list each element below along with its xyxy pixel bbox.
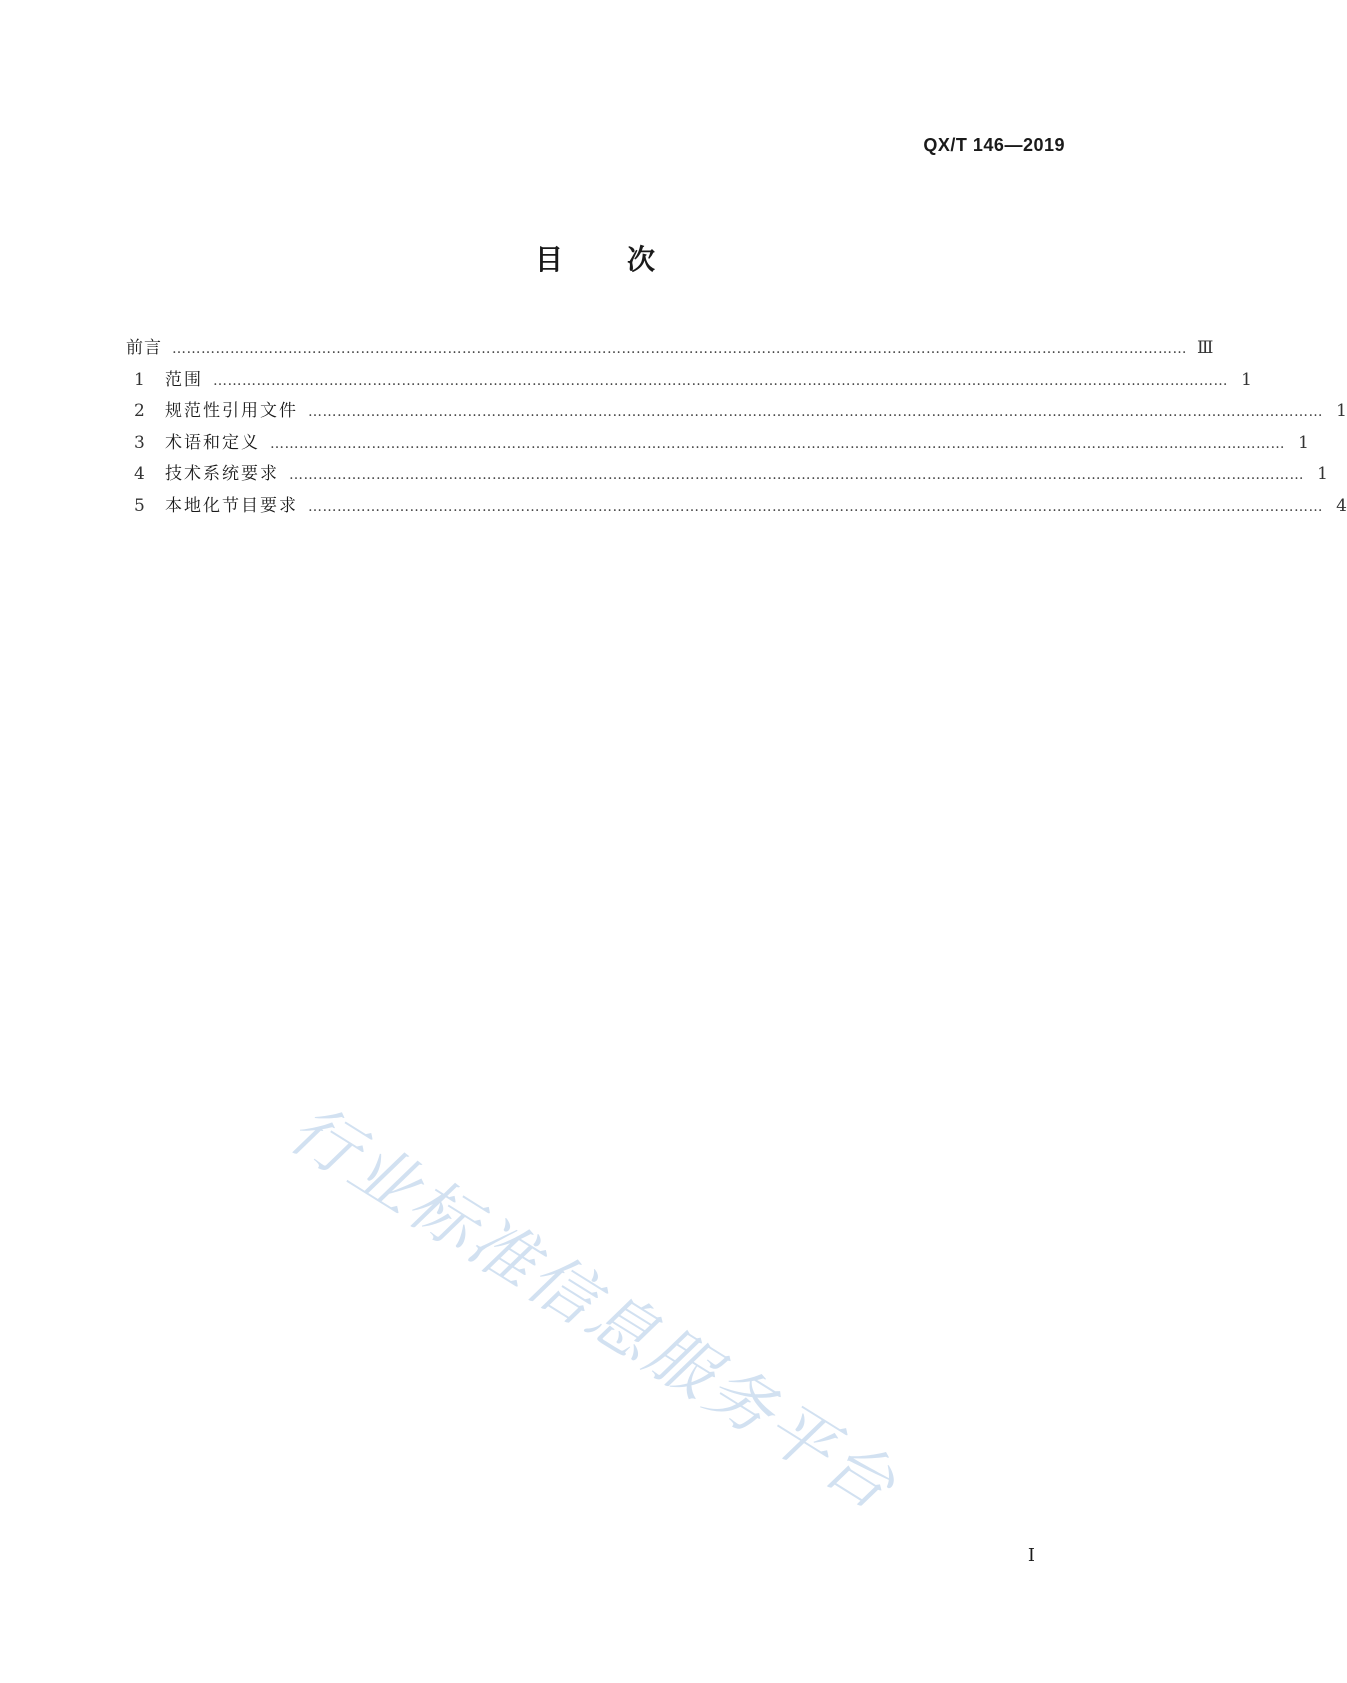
title-char-1: 目 bbox=[534, 243, 563, 276]
toc-item-page: 1 bbox=[1317, 464, 1328, 485]
toc-item-normative-references[interactable] bbox=[134, 396, 1347, 428]
toc-item-scope[interactable] bbox=[134, 365, 1252, 397]
toc-leader-dots: ………………………………………………………………………………………………………………………………………………………………………………………… bbox=[308, 404, 1323, 421]
toc-item-page: 1 bbox=[1241, 369, 1252, 390]
toc-item-page: 1 bbox=[1298, 432, 1309, 453]
toc-item-terms-definitions[interactable] bbox=[134, 428, 1309, 460]
toc-leader-dots: ………………………………………………………………………………………………………………………………………………………………………………………… bbox=[270, 435, 1285, 452]
toc-leader-dots: ………………………………………………………………………………………………………………………………………………………………………………………… bbox=[308, 498, 1323, 515]
page-title bbox=[0, 238, 1190, 278]
toc-item-label: 前言 bbox=[126, 338, 162, 358]
watermark: 行业标准信息服务平台 bbox=[276, 1089, 911, 1527]
toc-item-foreword[interactable] bbox=[126, 333, 1214, 365]
toc-leader-dots: ………………………………………………………………………………………………………………………………………………………………………………………… bbox=[289, 467, 1304, 484]
page-number: I bbox=[1027, 1545, 1035, 1566]
toc-item-page: 4 bbox=[1336, 495, 1347, 516]
table-of-contents bbox=[126, 333, 1347, 523]
toc-item-label: 技术系统要求 bbox=[165, 464, 279, 485]
toc-item-number: 5 bbox=[134, 495, 145, 516]
toc-item-label: 范围 bbox=[165, 369, 203, 390]
toc-item-number: 4 bbox=[134, 464, 145, 485]
toc-item-number: 1 bbox=[134, 369, 145, 390]
toc-item-label: 本地化节目要求 bbox=[165, 495, 298, 516]
toc-item-localized-program-requirements[interactable] bbox=[134, 491, 1347, 523]
toc-item-page: 1 bbox=[1336, 401, 1347, 422]
toc-item-label: 术语和定义 bbox=[165, 432, 260, 453]
toc-item-number: 2 bbox=[134, 401, 145, 422]
toc-leader-dots: ………………………………………………………………………………………………………………………………………………………………………………………… bbox=[213, 372, 1228, 389]
toc-item-number: 3 bbox=[134, 432, 145, 453]
toc-leader-dots: ………………………………………………………………………………………………………………………………………………………………………………………… bbox=[172, 341, 1187, 357]
standard-code: QX/T 146—2019 bbox=[923, 135, 1065, 155]
title-char-2: 次 bbox=[627, 243, 656, 276]
toc-item-label: 规范性引用文件 bbox=[165, 401, 298, 422]
toc-item-technical-requirements[interactable] bbox=[134, 459, 1328, 491]
toc-item-page: Ⅲ bbox=[1197, 338, 1214, 358]
